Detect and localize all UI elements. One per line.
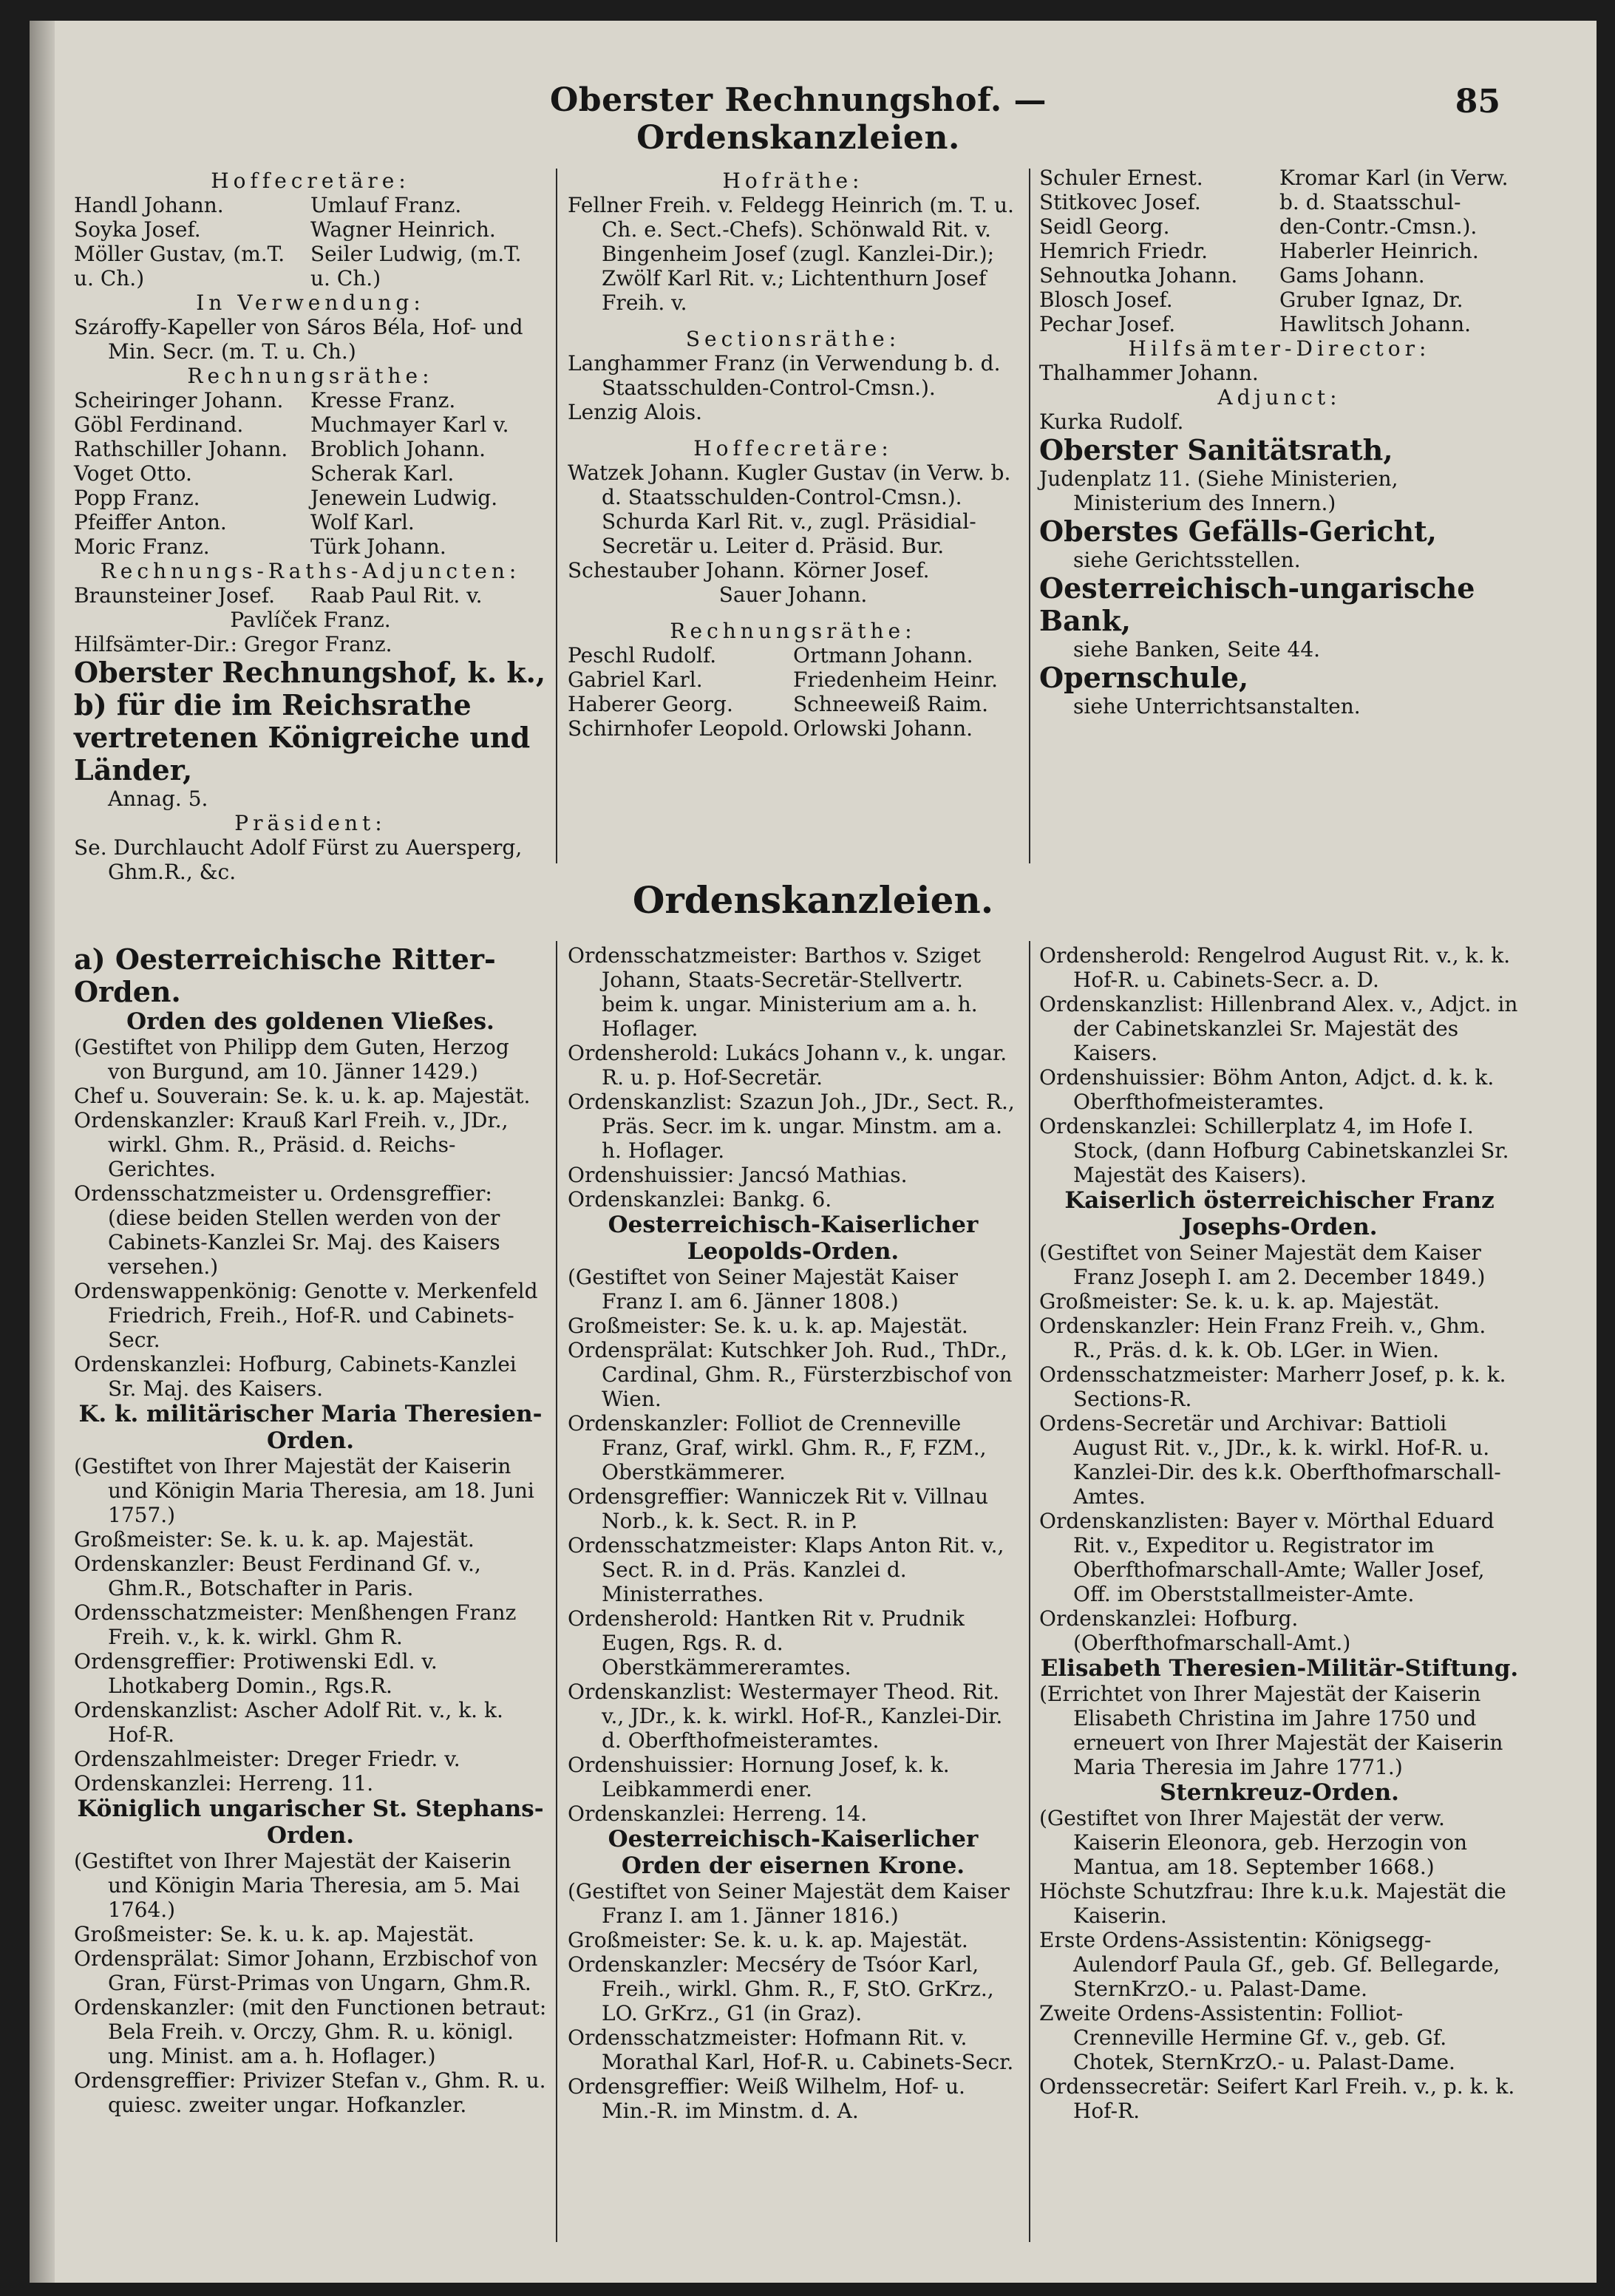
- name-row: [1039, 190, 1520, 214]
- entry-text: Ordenskanzler: Krauß Karl Freih. v., JDr., wirkl. Ghm. R., Präsid. d. Reichs-Gerichtes.: [74, 1108, 509, 1181]
- entry-text: Ordensherold: Lukács Johann v., k. ungar. R. u. p. Hof-Secretär.: [568, 1041, 1007, 1090]
- column-rule: [1029, 941, 1030, 2242]
- name-entry: den-Contr.-Cmsn.).: [1279, 214, 1478, 239]
- section-subheading: Hoffecretäre:: [211, 169, 410, 193]
- entry-text: Langhammer Franz (in Verwendung b. d. Staatsschulden-Control-Cmsn.).: [568, 351, 1001, 400]
- name-entry: Peschl Rudolf.: [568, 643, 717, 668]
- entry-text: Großmeister: Se. k. u. k. ap. Majestät.: [568, 1314, 968, 1338]
- lower-column-2: [568, 943, 1019, 2123]
- section-heading: Oberstes Gefälls-Gericht,: [1039, 514, 1437, 548]
- name-entry: Broblich Johann.: [310, 437, 486, 461]
- name-list: [568, 558, 1019, 583]
- name-entry: Raab Paul Rit. v.: [310, 583, 483, 608]
- entry-text: (Gestiftet von Seiner Majestät dem Kaiser Franz Joseph I. am 2. December 1849.): [1039, 1240, 1486, 1289]
- order-heading: Oesterreichisch-Kaiserlicher Orden der eisernen Krone.: [608, 1826, 979, 1879]
- name-entry: Schuler Ernest.: [1039, 166, 1203, 190]
- document-page: [30, 21, 1597, 2283]
- entry-text: Ordenskanzlist: Ascher Adolf Rit. v., k. k. Hof-R.: [74, 1698, 503, 1747]
- entry-text: Ordensschatzmeister u. Ordensgreffier: (diese beiden Stellen werden von der Cabinets-Kanzlei Sr. Maj. des Kaisers versehen.): [74, 1181, 500, 1279]
- section-heading: Oesterreichisch-ungarische Bank,: [1039, 571, 1475, 637]
- entry-text: Ordenskanzlei: Hofburg. (Oberfthofmarschall-Amt.): [1039, 1606, 1351, 1655]
- name-row: [1039, 214, 1520, 239]
- name-row: [74, 486, 547, 510]
- entry-text: siehe Banken, Seite 44.: [1073, 637, 1321, 662]
- column-rule: [556, 169, 557, 863]
- entry-text: (Errichtet von Ihrer Majestät der Kaiserin Elisabeth Christina im Jahre 1750 und erneuert von Ihrer Majestät der Kaiserin Maria Theresia im Jahre 1771.): [1039, 1682, 1503, 1779]
- name-entry: Wolf Karl.: [310, 510, 415, 534]
- entry-text: Ordenshuissier: Böhm Anton, Adjct. d. k. k. Oberfthofmeisteramtes.: [1039, 1065, 1495, 1114]
- entry-text: Ordenskanzler: Beust Ferdinand Gf. v., Ghm.R., Botschafter in Paris.: [74, 1552, 481, 1600]
- entry-text: Höchste Schutzfrau: Ihre k.u.k. Majestät die Kaiserin.: [1039, 1879, 1506, 1928]
- name-entry: Friedenheim Heinr.: [793, 668, 999, 692]
- entry-text: Sauer Johann.: [718, 583, 868, 607]
- name-entry: Rathschiller Johann.: [74, 437, 288, 461]
- entry-text: Ordenskanzlist: Szazun Joh., JDr., Sect. R., Präs. Secr. im k. ungar. Minstm. am a. h. Hoflager.: [568, 1090, 1015, 1163]
- name-entry: Ortmann Johann.: [793, 643, 973, 668]
- entry-text: Ordensprälat: Simor Johann, Erzbischof von Gran, Fürst-Primas von Ungarn, Ghm.R.: [74, 1946, 538, 1995]
- entry-text: Großmeister: Se. k. u. k. ap. Majestät.: [74, 1527, 475, 1552]
- entry-text: (Gestiftet von Seiner Majestät dem Kaiser Franz I. am 1. Jänner 1816.): [568, 1879, 1010, 1928]
- entry-text: Ordens-Secretär und Archivar: Battioli August Rit. v., JDr., k. k. wirkl. Hof-R. u. Kanzlei-Dir. des k.k. Oberfthofmarschall-Amtes.: [1039, 1411, 1501, 1509]
- name-list: [74, 388, 547, 559]
- entry-text: siehe Unterrichtsanstalten.: [1073, 694, 1361, 719]
- name-row: [1039, 263, 1520, 288]
- name-entry: Jenewein Ludwig.: [310, 486, 498, 510]
- entry-text: Ordensgreffier: Protiwenski Edl. v. Lhotkaberg Domin., Rgs.R.: [74, 1649, 438, 1698]
- name-entry: Scherak Karl.: [310, 461, 455, 486]
- name-row: [74, 412, 547, 437]
- entry-text: Ordensschatzmeister: Hofmann Rit. v. Morathal Karl, Hof-R. u. Cabinets-Secr.: [568, 2025, 1014, 2074]
- name-list: [74, 583, 547, 608]
- name-entry: Scheiringer Johann.: [74, 388, 284, 412]
- name-row: [568, 558, 1019, 583]
- name-entry: Haberler Heinrich.: [1279, 239, 1479, 263]
- entry-text: Pavlíček Franz.: [230, 608, 391, 632]
- order-heading: Oesterreichisch-Kaiserlicher Leopolds-Orden.: [608, 1212, 979, 1265]
- section-heading: Opernschule,: [1039, 661, 1249, 694]
- section-subheading: In Verwendung:: [196, 291, 425, 315]
- name-row: [1039, 166, 1520, 190]
- entry-text: Ordenskanzlisten: Bayer v. Mörthal Eduard Rit. v., Expeditor u. Registrator im Oberfthofmarschall-Amte; Waller Josef, Off. im Oberststallmeister-Amte.: [1039, 1509, 1495, 1606]
- entry-text: Ordensschatzmeister: Marherr Josef, p. k. k. Sections-R.: [1039, 1362, 1506, 1411]
- name-entry: Voget Otto.: [74, 461, 192, 486]
- name-entry: Umlauf Franz.: [310, 193, 462, 217]
- column-rule: [1029, 169, 1030, 863]
- name-entry: Kromar Karl (in Verw.: [1279, 166, 1509, 190]
- name-list: [74, 193, 547, 291]
- entry-text: Ordensgreffier: Privizer Stefan v., Ghm. R. u. quiesc. zweiter ungar. Hofkanzler.: [74, 2068, 546, 2117]
- name-entry: Gams Johann.: [1279, 263, 1425, 288]
- entry-text: Watzek Johann. Kugler Gustav (in Verw. b. d. Staatsschulden-Control-Cmsn.). Schurda Karl Rit. v., zugl. Präsidial-Secretär u. Leiter d. Präsid. Bur.: [568, 461, 1011, 558]
- entry-text: Ordenskanzler: Hein Franz Freih. v., Ghm. R., Präs. d. k. k. Ob. LGer. in Wien.: [1039, 1314, 1486, 1362]
- entry-text: Fellner Freih. v. Feldegg Heinrich (m. T. u. Ch. e. Sect.-Chefs). Schönwald Rit. v. Bingenheim Josef (zugl. Kanzlei-Dir.); Zwölf Karl Rit. v.; Lichtenthurn Josef Freih. v.: [568, 193, 1014, 315]
- name-row: [568, 716, 1019, 741]
- name-entry: Gruber Ignaz, Dr.: [1279, 288, 1463, 312]
- entry-text: Szároffy-Kapeller von Sáros Béla, Hof- und Min. Secr. (m. T. u. Ch.): [74, 315, 523, 364]
- name-entry: Schirnhofer Leopold.: [568, 716, 789, 741]
- entry-text: Ordenskanzlei: Schillerplatz 4, im Hofe I. Stock, (dann Hofburg Cabinetskanzlei Sr. Majestät des Kaisers).: [1039, 1114, 1509, 1187]
- entry-text: (Gestiftet von Ihrer Majestät der Kaiserin und Königin Maria Theresia, am 18. Juni 1757.): [74, 1454, 534, 1527]
- name-entry: Gabriel Karl.: [568, 668, 703, 692]
- name-row: [74, 437, 547, 461]
- entry-text: Großmeister: Se. k. u. k. ap. Majestät.: [568, 1928, 968, 1952]
- entry-text: Ordenskanzler: (mit den Functionen betraut: Bela Freih. v. Orczy, Ghm. R. u. königl. ung. Minist. am a. h. Hoflager.): [74, 1995, 547, 2068]
- name-entry: u. Ch.): [310, 266, 381, 291]
- name-entry: Schneeweiß Raim.: [793, 692, 988, 716]
- entry-text: Ordenszahlmeister: Dreger Friedr. v.: [74, 1747, 460, 1771]
- entry-text: Lenzig Alois.: [568, 400, 702, 424]
- entry-text: Ordenskanzlist: Hillenbrand Alex. v., Adjct. in der Cabinetskanzlei Sr. Majestät des Kaisers.: [1039, 992, 1518, 1065]
- section-subheading: Rechnungsräthe:: [187, 364, 434, 388]
- name-row: [74, 534, 547, 559]
- name-row: [74, 266, 547, 291]
- entry-text: Hilfsämter-Dir.: Gregor Franz.: [74, 632, 392, 656]
- entry-text: Thalhammer Johann.: [1039, 361, 1259, 385]
- name-entry: b. d. Staatsschul-: [1279, 190, 1461, 214]
- name-row: [1039, 288, 1520, 312]
- entry-text: Ordenskanzler: Folliot de Crenneville Franz, Graf, wirkl. Ghm. R., F, FZM., Oberstkämmerer.: [568, 1411, 987, 1484]
- name-entry: Braunsteiner Josef.: [74, 583, 276, 608]
- section-subheading: Hilfsämter-Director:: [1128, 336, 1431, 361]
- name-entry: Kresse Franz.: [310, 388, 456, 412]
- entry-text: Ordenswappenkönig: Genotte v. Merkenfeld Friedrich, Freih., Hof-R. und Cabinets-Secr.: [74, 1279, 538, 1352]
- name-row: [74, 193, 547, 217]
- entry-text: Großmeister: Se. k. u. k. ap. Majestät.: [74, 1922, 475, 1946]
- order-heading: Elisabeth Theresien-Militär-Stiftung.: [1040, 1655, 1519, 1682]
- address-text: Annag. 5.: [108, 787, 208, 811]
- section-subheading: Rechnungs-Raths-Adjuncten:: [100, 559, 521, 583]
- entry-text: Ordensgreffier: Wanniczek Rit v. Villnau Norb., k. k. Sect. R. in P.: [568, 1484, 989, 1533]
- section-heading: Oberster Rechnungshof, k. k., b) für die im Reichsrathe vertretenen Königreiche und Länder,: [74, 656, 546, 787]
- section-heading: a) Oesterreichische Ritter-Orden.: [74, 942, 496, 1008]
- name-entry: Sehnoutka Johann.: [1039, 263, 1238, 288]
- name-entry: Hawlitsch Johann.: [1279, 312, 1471, 336]
- name-entry: Hemrich Friedr.: [1039, 239, 1208, 263]
- entry-text: Judenplatz 11. (Siehe Ministerien, Ministerium des Innern.): [1039, 466, 1398, 515]
- name-entry: Pfeiffer Anton.: [74, 510, 227, 534]
- order-heading: Kaiserlich österreichischer Franz Josephs-Orden.: [1064, 1187, 1495, 1240]
- entry-text: Erste Ordens-Assistentin: Königsegg-Aulendorf Paula Gf., geb. Gf. Bellegarde, SternKrzO.- u. Palast-Dame.: [1039, 1928, 1500, 2001]
- entry-text: Ordensschatzmeister: Klaps Anton Rit. v., Sect. R. in d. Präs. Kanzlei d. Ministerrathes.: [568, 1533, 1004, 1606]
- entry-text: Ordensherold: Hantken Rit v. Prudnik Eugen, Rgs. R. d. Oberstkämmereramtes.: [568, 1606, 965, 1679]
- column-rule: [556, 941, 557, 2242]
- book-spine-shadow: [30, 21, 55, 2283]
- name-row: [74, 217, 547, 242]
- section-subheading: Hofräthe:: [722, 169, 864, 193]
- name-entry: Moric Franz.: [74, 534, 210, 559]
- entry-text: Ordenskanzlei: Bankg. 6.: [568, 1187, 832, 1212]
- name-row: [74, 461, 547, 486]
- name-row: [1039, 312, 1520, 336]
- name-row: [74, 583, 547, 608]
- name-row: [74, 388, 547, 412]
- entry-text: (Gestiftet von Ihrer Majestät der verw. Kaiserin Eleonora, geb. Herzogin von Mantua, am 18. September 1668.): [1039, 1806, 1468, 1879]
- name-entry: Göbl Ferdinand.: [74, 412, 244, 437]
- name-entry: Schestauber Johann.: [568, 558, 786, 583]
- name-entry: Türk Johann.: [310, 534, 446, 559]
- section-subheading: Hoffecretäre:: [693, 436, 893, 461]
- section-heading: Oberster Sanitätsrath,: [1039, 433, 1393, 466]
- name-row: [568, 643, 1019, 668]
- upper-column-1: [74, 169, 547, 884]
- lower-column-1: [74, 943, 547, 2117]
- name-list: [1039, 166, 1520, 336]
- section-subheading: Sectionsräthe:: [685, 327, 901, 351]
- entry-text: (Gestiftet von Seiner Majestät Kaiser Franz I. am 6. Jänner 1808.): [568, 1265, 958, 1314]
- name-row: [74, 510, 547, 534]
- entry-text: Zweite Ordens-Assistentin: Folliot-Crenneville Hermine Gf. v., geb. Gf. Chotek, SternKrzO.- u. Palast-Dame.: [1039, 2001, 1455, 2074]
- name-entry: Orlowski Johann.: [793, 716, 973, 741]
- entry-text: Kurka Rudolf.: [1039, 410, 1184, 434]
- name-entry: u. Ch.): [74, 266, 145, 291]
- entry-text: Ordensherold: Rengelrod August Rit. v., k. k. Hof-R. u. Cabinets-Secr. a. D.: [1039, 943, 1511, 992]
- entry-text: Ordenskanzler: Mecséry de Tsóor Karl, Freih., wirkl. Ghm. R., F, StO. GrKrz., LO. GrKrz., G1 (in Graz).: [568, 1952, 994, 2025]
- name-entry: Muchmayer Karl v.: [310, 412, 509, 437]
- entry-text: Ordenskanzlist: Westermayer Theod. Rit. v., JDr., k. k. wirkl. Hof-R., Kanzlei-Dir. d. Oberfthofmeisteramtes.: [568, 1679, 1003, 1753]
- order-heading: Königlich ungarischer St. Stephans-Orden.: [77, 1796, 544, 1849]
- entry-text: Ordensgreffier: Weiß Wilhelm, Hof- u. Min.-R. im Minstm. d. A.: [568, 2074, 965, 2123]
- lower-column-3: [1039, 943, 1520, 2123]
- name-entry: Popp Franz.: [74, 486, 200, 510]
- entry-text: Ordenskanzlei: Herreng. 11.: [74, 1771, 374, 1796]
- name-entry: Seidl Georg.: [1039, 214, 1170, 239]
- name-row: [74, 242, 547, 266]
- section-subheading: Präsident:: [234, 811, 387, 835]
- name-row: [568, 692, 1019, 716]
- section-subheading: Adjunct:: [1217, 385, 1342, 410]
- section-subheading: Rechnungsräthe:: [670, 619, 917, 643]
- entry-text: Chef u. Souverain: Se. k. u. k. ap. Majestät.: [74, 1084, 531, 1108]
- name-entry: Körner Josef.: [793, 558, 930, 583]
- name-entry: Handl Johann.: [74, 193, 224, 217]
- name-entry: Stitkovec Josef.: [1039, 190, 1201, 214]
- running-header: Oberster Rechnungshof. — Ordenskanzleien.: [549, 81, 1047, 157]
- entry-text: siehe Gerichtsstellen.: [1073, 548, 1301, 572]
- main-title: Ordenskanzleien.: [632, 878, 994, 922]
- order-heading: Orden des goldenen Vließes.: [126, 1008, 494, 1035]
- upper-column-3: [1039, 166, 1520, 719]
- entry-text: (Gestiftet von Ihrer Majestät der Kaiserin und Königin Maria Theresia, am 5. Mai 1764.): [74, 1849, 520, 1922]
- entry-text: Ordenskanzlei: Hofburg, Cabinets-Kanzlei Sr. Maj. des Kaisers.: [74, 1352, 517, 1401]
- upper-column-2: [568, 169, 1019, 741]
- name-entry: Pechar Josef.: [1039, 312, 1176, 336]
- entry-text: Se. Durchlaucht Adolf Fürst zu Auersperg, Ghm.R., &c.: [74, 835, 523, 884]
- name-list: [568, 643, 1019, 741]
- name-entry: Blosch Josef.: [1039, 288, 1173, 312]
- name-row: [568, 668, 1019, 692]
- entry-text: Ordensprälat: Kutschker Joh. Rud., ThDr., Cardinal, Ghm. R., Fürsterzbischof von Wien.: [568, 1338, 1013, 1411]
- entry-text: Ordensschatzmeister: Barthos v. Sziget Johann, Staats-Secretär-Stellvertr. beim k. ungar. Ministerium am a. h. Hoflager.: [568, 943, 982, 1041]
- name-row: [1039, 239, 1520, 263]
- entry-text: Ordenssecretär: Seifert Karl Freih. v., p. k. k. Hof-R.: [1039, 2074, 1515, 2123]
- entry-text: Ordenshuissier: Hornung Josef, k. k. Leibkammerdi ener.: [568, 1753, 950, 1801]
- name-entry: Haberer Georg.: [568, 692, 733, 716]
- order-heading: K. k. militärischer Maria Theresien-Orden.: [78, 1401, 543, 1454]
- order-heading: Sternkreuz-Orden.: [1160, 1779, 1399, 1806]
- name-entry: Soyka Josef.: [74, 217, 201, 242]
- entry-text: Ordenshuissier: Jancsó Mathias.: [568, 1163, 908, 1187]
- page-number: 85: [1455, 83, 1500, 120]
- name-entry: Möller Gustav, (m.T.: [74, 242, 285, 266]
- entry-text: Ordenskanzlei: Herreng. 14.: [568, 1801, 868, 1826]
- entry-text: (Gestiftet von Philipp dem Guten, Herzog von Burgund, am 10. Jänner 1429.): [74, 1035, 509, 1084]
- name-entry: Wagner Heinrich.: [310, 217, 496, 242]
- entry-text: Ordensschatzmeister: Menßhengen Franz Freih. v., k. k. wirkl. Ghm R.: [74, 1600, 517, 1649]
- name-entry: Seiler Ludwig, (m.T.: [310, 242, 522, 266]
- entry-text: Großmeister: Se. k. u. k. ap. Majestät.: [1039, 1289, 1440, 1314]
